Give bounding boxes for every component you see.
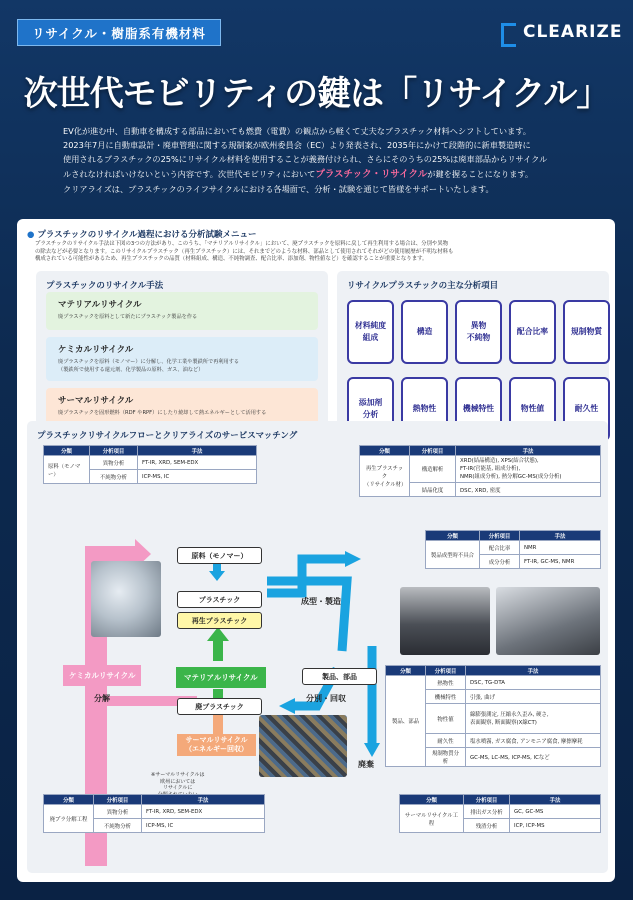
th-category: 分類 [426, 531, 480, 541]
label-material-recycle: マテリアルリサイクル [176, 667, 266, 688]
node-waste-plastic: 廃プラスチック [177, 698, 262, 715]
intro-line-part: ルされなければいけないという内容です。次世代モビリティにおいて [63, 168, 316, 179]
cell-method [466, 704, 601, 734]
cell-item: 異物分析 [90, 456, 138, 470]
intro-line: 使用されるプラスチックの25%にリサイクル材料を使用することが義務付けられ、さらにそのうちの25%は廃車部品からリサイクル [63, 154, 548, 165]
cell-method: NMR [520, 541, 601, 555]
th-item: 分析項目 [90, 446, 138, 456]
analysis-items-box [337, 271, 609, 431]
method-desc: （製鉄所で使用する還元剤、化学製品の原料、ガス、油など） [58, 367, 204, 373]
cell-method: FT-IR, XRD, SEM-EDX [138, 456, 257, 470]
analysis-item: 耐久性 [563, 377, 610, 441]
th-item: 分析項目 [94, 795, 142, 805]
category-line: 再生プラスチック [365, 466, 404, 480]
table-decomposition [43, 794, 265, 833]
method-name: ケミカルリサイクル [58, 345, 134, 355]
molding-arrow [267, 559, 347, 593]
label-molding: 成型・製造 [301, 597, 341, 606]
intro-line-part: が鍵を握ることになります。 [427, 168, 534, 179]
cell-method: ICP-MS, IC [138, 470, 257, 484]
cell-item: 結晶化度 [410, 483, 456, 497]
analysis-item: 材料純度 組成 [347, 300, 394, 364]
analysis-items-grid [347, 300, 610, 441]
cell-item: 規制物質分析 [426, 748, 466, 767]
content-panel [17, 219, 615, 882]
th-method: 手法 [520, 531, 601, 541]
cell-method: ICP-MS, IC [142, 819, 265, 833]
table-recycled-plastic [359, 445, 601, 497]
label-decomposition: 分解 [94, 694, 110, 703]
cell-method: 引張, 曲げ [466, 690, 601, 704]
cell-item: 残渣分析 [464, 819, 510, 833]
logo-mark-icon [499, 21, 519, 43]
method-chemical [46, 337, 318, 381]
th-category: 分類 [386, 666, 426, 676]
cell-category: 廃プラ分解工程 [44, 805, 94, 833]
description-line: の除去などが必要となります。このリサイクルプラスチック（再生プラスチック）には、それまでどのような材料、部品として使用されてそれがどの使用履歴が不明な材料も [35, 248, 454, 255]
cell-item: 不純物分析 [90, 470, 138, 484]
description-line: 構成されている可能性があるため、再生プラスチックの品質（材料組成、構造、不純物調査、配合比率、添加剤、物性値など）を確認することが重要となります。 [35, 256, 428, 263]
note-line: ※サーマルリサイクルは [151, 772, 205, 778]
flow-section [27, 421, 608, 873]
th-category: 分類 [44, 446, 90, 456]
analysis-item: 物性値 [509, 377, 556, 441]
label-thermal-recycle [177, 734, 256, 756]
th-item: 分析項目 [480, 531, 520, 541]
flow-title: プラスチックリサイクルフローとクリアライズのサービスマッチング [37, 431, 298, 441]
note-line: リサイクルに [163, 785, 193, 791]
brand-name: CLEARIZE [523, 22, 623, 42]
cell-item: 物性値 [426, 704, 466, 734]
analysis-item: 構造 [401, 300, 448, 364]
method-line: NMR(組成分析), 熱分解GC-MS(成分分析) [460, 474, 562, 480]
node-monomer: 原料（モノマー） [177, 547, 262, 564]
method-desc: 廃プラスチックを固形燃料（RDF やRPF）にしたり焼却して熱エネルギーとして活用する [58, 410, 267, 416]
table-product [385, 665, 601, 767]
page-title: 次世代モビリティの鍵は「リサイクル」 [23, 74, 610, 114]
th-method: 手法 [138, 446, 257, 456]
th-category: 分類 [44, 795, 94, 805]
analysis-item: 配合比率 [509, 300, 556, 364]
thermal-label-line: サーマルリサイクル [185, 736, 248, 744]
label-sort-collect: 分別・回収 [306, 694, 346, 703]
cell-category: サーマルリサイクル工程 [400, 805, 464, 833]
analysis-item: 熱物性 [401, 377, 448, 441]
pellet-photo [91, 561, 161, 637]
th-item: 分析項目 [426, 666, 466, 676]
methods-box [36, 271, 328, 431]
brand-logo [499, 21, 622, 43]
bumper-photo [400, 587, 490, 655]
method-line: XRD(結晶構造), XPS(結合状態), [460, 458, 539, 464]
cell-item: 構造解析 [410, 456, 456, 483]
th-method: 手法 [466, 666, 601, 676]
table-raw-material [43, 445, 257, 484]
section-title: ● プラスチックのリサイクル過程における分析試験メニュー [27, 228, 257, 240]
th-category: 分類 [400, 795, 464, 805]
intro-line [63, 167, 593, 182]
cell-category: 製品、部品 [386, 676, 426, 767]
intro-line: EV化が進む中、自動車を構成する部品においても燃費（電費）の観点から軽くて丈夫なプラスチック材料へシフトしています。 [63, 126, 531, 136]
cell-method: ICP, ICP-MS [510, 819, 601, 833]
cell-method: FT-IR, XRD, SEM-EDX [142, 805, 265, 819]
analysis-item: 添加剤 分析 [347, 377, 394, 441]
cell-item: 異物分析 [94, 805, 142, 819]
methods-title: プラスチックのリサイクル手法 [46, 281, 164, 291]
table-molding-defect [425, 530, 601, 569]
th-category: 分類 [360, 446, 410, 456]
category-badge: リサイクル・樹脂系有機材料 [17, 19, 221, 46]
th-method: 手法 [142, 795, 265, 805]
cell-method: GC-MS, LC-MS, ICP-MS, ICなど [466, 748, 601, 767]
cell-category: 原料（モノマー） [44, 456, 90, 484]
method-line: FT-IR(官能基, 組成分析), [460, 466, 521, 472]
thermal-label-line: （エネルギー回収） [185, 745, 248, 753]
table-thermal [399, 794, 601, 833]
th-method: 手法 [510, 795, 601, 805]
intro-line: 2023年7月に自動車設計・廃車管理に関する規制案が欧州委員会（EC）より発表され、2035年にかけて段階的に新車製造時に [63, 140, 531, 151]
cell-method: 塩水噴霧, ガス腐食, アンモニア腐食, 摩擦摩耗 [466, 734, 601, 748]
method-material [46, 292, 318, 330]
cell-method: DSC, TG-DTA [466, 676, 601, 690]
th-item: 分析項目 [410, 446, 456, 456]
cell-item: 機械特性 [426, 690, 466, 704]
intro-highlight: プラスチック・リサイクル [315, 168, 428, 180]
cell-item: 配合比率 [480, 541, 520, 555]
node-product: 製品、部品 [302, 668, 377, 685]
description-line: プラスチックのリサイクル手法は下図の3つの方法があり、このうち、「マテリアルリサイクル」において、廃プラスチックを原料に戻して再生利用する場合は、分別や異物 [35, 241, 449, 247]
method-line: 線膨張測定, 圧縮永久歪み, 硬さ, [470, 711, 549, 718]
intro-text [63, 124, 593, 196]
method-desc: 廃プラスチックを原料（モノマー）に分解し、化学工業や製鉄所で再利用する [58, 359, 240, 365]
cell-item: 排出ガス分析 [464, 805, 510, 819]
label-disposal: 廃棄 [358, 760, 374, 769]
intro-line: クリアライズは、プラスチックのライフサイクルにおける各場面で、分析・試験を通じて皆様をサポートいたします。 [63, 183, 494, 194]
label-chemical-recycle: ケミカルリサイクル [63, 665, 141, 686]
cell-item: 不純物分析 [94, 819, 142, 833]
note-line: 欧州においては [160, 778, 196, 785]
th-method: 手法 [456, 446, 601, 456]
waste-photo [259, 715, 347, 777]
analysis-item: 異物 不純物 [455, 300, 502, 364]
cell-category: 製品成型時不具合 [426, 541, 480, 569]
th-item: 分析項目 [464, 795, 510, 805]
cell-method: FT-IR, GC-MS, NMR [520, 555, 601, 569]
analysis-items-title: リサイクルプラスチックの主な分析項目 [347, 281, 499, 291]
cell-category [360, 456, 410, 497]
method-name: サーマルリサイクル [58, 396, 134, 406]
analysis-item: 規制物質 [563, 300, 610, 364]
method-line: 表面観察, 断面観察(X線CT) [470, 719, 537, 726]
method-desc: 廃プラスチックを原料として新たにプラスチック製品を作る [58, 314, 198, 320]
analysis-item: 機械特性 [455, 377, 502, 441]
node-recycled-plastic: 再生プラスチック [177, 612, 262, 629]
category-line: （リサイクル材） [364, 482, 407, 488]
method-name: マテリアルリサイクル [58, 300, 142, 310]
cell-item: 熱物性 [426, 676, 466, 690]
cell-item: 耐久性 [426, 734, 466, 748]
cell-method [456, 456, 601, 483]
cell-item: 成分分析 [480, 555, 520, 569]
underbody-photo [496, 587, 600, 655]
cell-method: DSC, XRD, 密度 [456, 483, 601, 497]
section-description [35, 241, 600, 264]
node-plastic: プラスチック [177, 591, 262, 608]
chemical-arrow-top [85, 546, 135, 562]
cell-method: GC, GC-MS [510, 805, 601, 819]
